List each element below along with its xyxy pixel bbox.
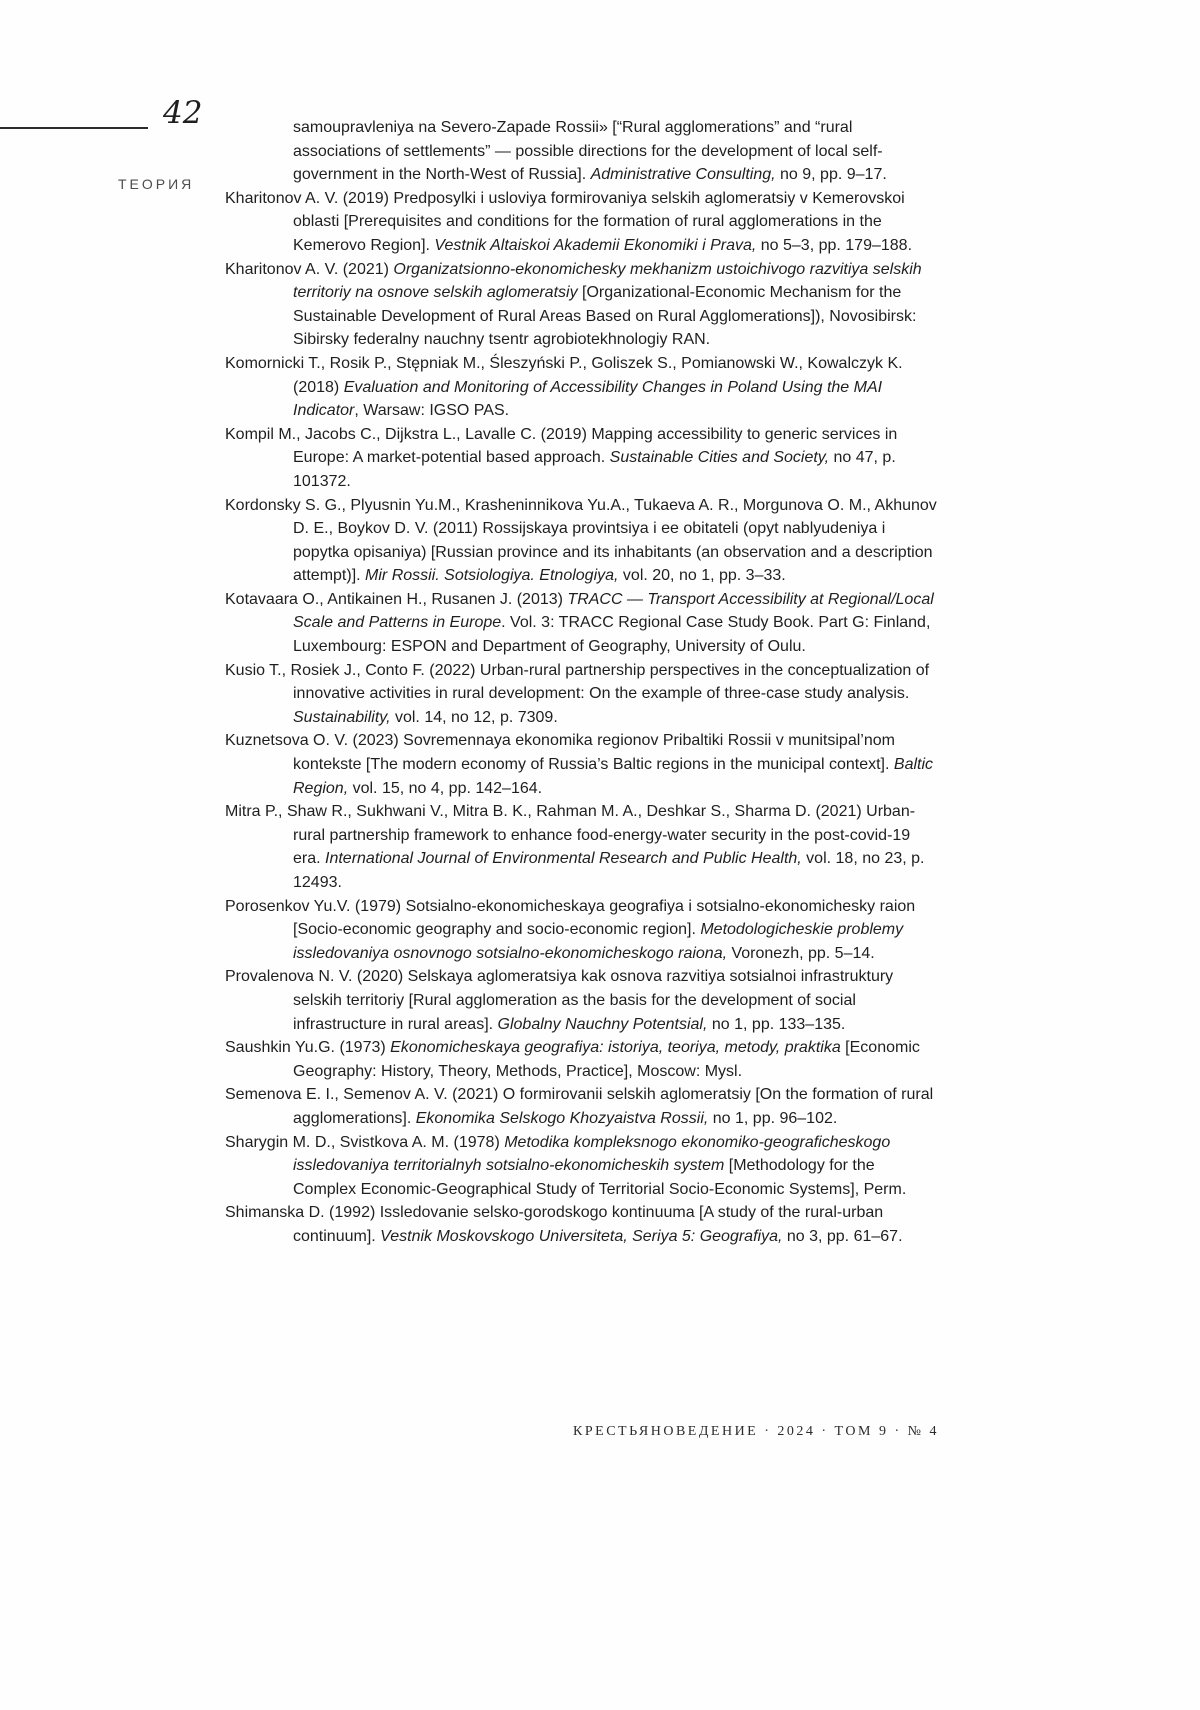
reference-title-segment: Vestnik Altaiskoi Akademii Ekonomiki i Prava,	[434, 236, 757, 254]
reference-text-segment: samoupravleniya na Severo-Zapade Rossii» [“Rural agglomerations” and “rural associations of settlements” — possible directions for the development of local self-government in the North-West of Russia].	[293, 119, 883, 184]
reference-text-segment: no 5–3, pp. 179–188.	[756, 236, 913, 254]
page-number: 42	[163, 95, 203, 131]
reference-title-segment: Metodika kompleksnogo ekonomiko-geograficheskogo issledovaniya territorialnyh sotsialno-ekonomicheskih system	[293, 1133, 891, 1175]
reference-text-segment: Komornicki T., Rosik P., Stępniak M., Śleszyński P., Goliszek S., Pomianowski W., Kowalczyk K. (2018)	[225, 354, 903, 396]
reference-text-segment: Kordonsky S. G., Plyusnin Yu.M., Krasheninnikova Yu.A., Tukaeva A. R., Morgunova O. M., Akhunov D. E., Boykov D. V. (2011) Rossijskaya provintsiya i ee obitateli (opyt nablyudeniya i popytka opisaniya) [Russian province and its inhabitants (an observation and a description attempt)].	[225, 496, 937, 585]
reference-entry	[225, 800, 939, 894]
reference-text-segment: no 3, pp. 61–67.	[782, 1227, 903, 1245]
reference-title-segment: Sustainable Cities and Society,	[609, 449, 830, 467]
reference-title-segment: Administrative Consulting,	[590, 166, 776, 184]
reference-entry	[225, 187, 939, 258]
reference-text-segment: Mitra P., Shaw R., Sukhwani V., Mitra B. K., Rahman M. A., Deshkar S., Sharma D. (2021) Urban-rural partnership framework to enhance food-energy-water security in the post-covid-19 era.	[225, 803, 916, 868]
reference-text-segment: [Methodology for the Complex Economic-Geographical Study of Territorial Socio-Economic Systems], Perm.	[293, 1157, 907, 1198]
reference-text-segment: Sharygin M. D., Svistkova A. M. (1978)	[225, 1133, 505, 1151]
reference-entry	[225, 1201, 939, 1248]
reference-entry	[225, 895, 939, 966]
reference-text-segment: [Organizational-Economic Mechanism for the Sustainable Development of Rural Areas Based on Rural Agglomerations]), Novosibirsk: Sibirsky federalny nauchny tsentr agrobiotekhnologiy RAN.	[293, 284, 917, 349]
reference-text-segment: Shimanska D. (1992) Issledovanie selsko-gorodskogo kontinuuma [A study of the rural-urban continuum].	[225, 1204, 884, 1245]
reference-entry	[225, 352, 939, 423]
reference-text-segment: Kotavaara O., Antikainen H., Rusanen J. (2013)	[225, 590, 568, 608]
reference-title-segment: Mir Rossii. Sotsiologiya. Etnologiya,	[365, 567, 619, 585]
reference-title-segment: Organizatsionno-ekonomichesky mekhanizm ustoichivogo razvitiya selskih territoriy na osnove selskih aglomeratsiy	[293, 260, 922, 302]
reference-entry	[225, 1036, 939, 1083]
reference-text-segment: Kharitonov A. V. (2021)	[225, 260, 394, 278]
reference-entry	[225, 494, 939, 588]
reference-text-segment: Saushkin Yu.G. (1973)	[225, 1039, 391, 1057]
reference-text-segment: vol. 15, no 4, pp. 142–164.	[348, 779, 543, 797]
reference-list	[225, 116, 939, 1249]
reference-text-segment: [Economic Geography: History, Theory, Methods, Practice], Moscow: Mysl.	[293, 1039, 920, 1080]
reference-text-segment: Kuznetsova O. V. (2023) Sovremennaya ekonomika regionov Pribaltiki Rossii v munitsipal’nom kontekste [The modern economy of Russia’s Baltic regions in the municipal context].	[225, 732, 895, 774]
reference-entry	[225, 1131, 939, 1202]
reference-text-segment: vol. 18, no 23, p. 12493.	[293, 850, 925, 891]
reference-text-segment: Kompil M., Jacobs C., Dijkstra L., Lavalle C. (2019) Mapping accessibility to generic services in Europe: A market-potential based approach.	[225, 425, 898, 467]
reference-title-segment: Vestnik Moskovskogo Universiteta, Seriya 5: Geografiya,	[380, 1227, 783, 1245]
reference-text-segment: no 9, pp. 9–17.	[775, 166, 887, 184]
reference-text-segment: Kusio T., Rosiek J., Conto F. (2022) Urban-rural partnership perspectives in the conceptualization of innovative activities in rural development: On the example of three-case study analysis.	[225, 661, 930, 703]
reference-title-segment: Globalny Nauchny Potentsial,	[497, 1015, 708, 1033]
reference-title-segment: Baltic Region,	[293, 756, 934, 797]
reference-entry	[225, 965, 939, 1036]
reference-text-segment: vol. 14, no 12, p. 7309.	[390, 708, 558, 726]
reference-entry	[225, 423, 939, 494]
reference-text-segment: Provalenova N. V. (2020) Selskaya aglomeratsiya kak osnova razvitiya sotsialnoi infrastruktury selskih territoriy [Rural agglomeration as the basis for the development of social infrastructure in rural areas].	[225, 968, 894, 1033]
reference-title-segment: Ekonomicheskaya geografiya: istoriya, teoriya, metody, praktika	[390, 1039, 846, 1057]
reference-title-segment: International Journal of Environmental Research and Public Health,	[325, 850, 802, 868]
header-rule-divider	[0, 127, 148, 129]
reference-text-segment: Voronezh, pp. 5–14.	[727, 944, 875, 962]
reference-entry	[225, 659, 939, 730]
reference-text-segment: , Warsaw: IGSO PAS.	[354, 402, 510, 420]
reference-entry	[225, 116, 939, 187]
section-label: ТЕОРИЯ	[118, 176, 195, 192]
reference-title-segment: TRACC — Transport Accessibility at Regional/Local Scale and Patterns in Europe	[293, 590, 934, 632]
reference-text-segment: Semenova E. I., Semenov A. V. (2021) O formirovanii selskih aglomeratsiy [On the formation of rural agglomerations].	[225, 1086, 934, 1127]
reference-text-segment: vol. 20, no 1, pp. 3–33.	[618, 567, 786, 585]
reference-title-segment: Evaluation and Monitoring of Accessibility Changes in Poland Using the MAI Indicator	[293, 378, 883, 420]
reference-text-segment: no 1, pp. 96–102.	[708, 1109, 838, 1127]
journal-footer: КРЕСТЬЯНОВЕДЕНИЕ · 2024 · ТОМ 9 · № 4	[573, 1424, 939, 1439]
reference-text-segment: Porosenkov Yu.V. (1979) Sotsialno-ekonomicheskaya geografiya i sotsialno-ekonomichesky raion [Socio-economic geography and socio-economic region].	[225, 897, 916, 939]
reference-entry	[225, 729, 939, 800]
reference-text-segment: Kharitonov A. V. (2019) Predposylki i usloviya formirovaniya selskih aglomeratsiy v Kemerovskoi oblasti [Prerequisites and conditions for the formation of rural agglomerations in the Kemerovo Region].	[225, 189, 905, 254]
reference-title-segment: Metodologicheskie problemy issledovaniya osnovnogo sotsialno-ekonomicheskogo raiona,	[293, 921, 904, 962]
reference-entry	[225, 1083, 939, 1130]
reference-entry	[225, 588, 939, 659]
reference-text-segment: no 1, pp. 133–135.	[707, 1015, 846, 1033]
reference-title-segment: Ekonomika Selskogo Khozyaistva Rossii,	[415, 1109, 709, 1127]
reference-text-segment: no 47, p. 101372.	[293, 449, 896, 490]
reference-title-segment: Sustainability,	[293, 708, 391, 726]
reference-text-segment: . Vol. 3: TRACC Regional Case Study Book. Part G: Finland, Luxembourg: ESPON and Department of Geography, University of Oulu.	[293, 614, 931, 656]
reference-entry	[225, 258, 939, 352]
